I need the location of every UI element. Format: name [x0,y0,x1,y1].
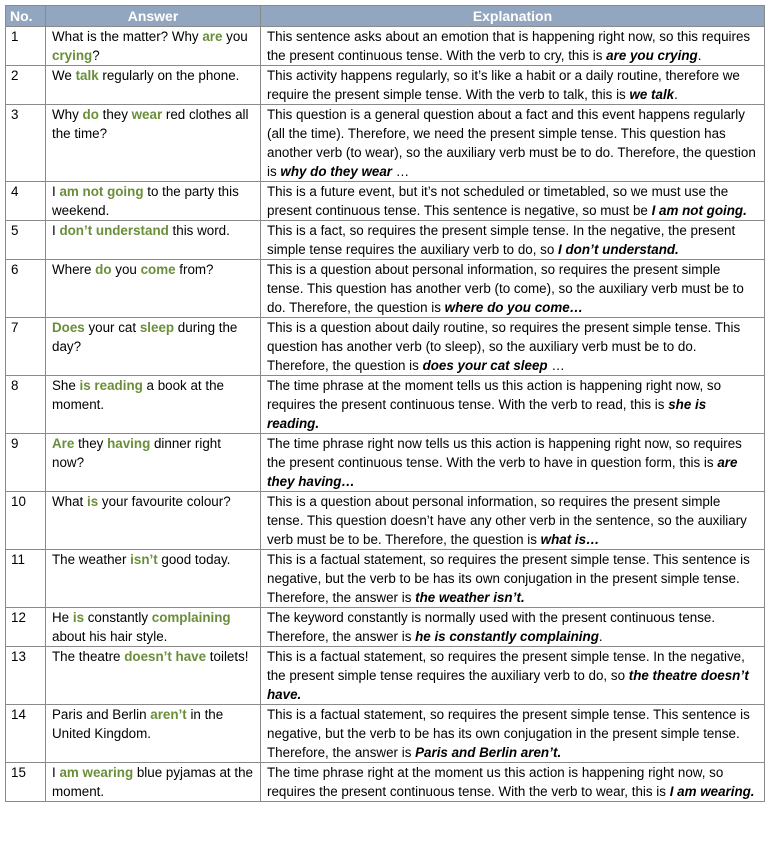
row-number: 15 [6,763,46,802]
answer-cell [46,763,261,802]
table-row [6,318,765,376]
highlighted-verb: Does [52,320,85,335]
text-segment: you [111,262,141,277]
text-segment: Why [52,107,83,122]
text-segment: they [74,436,108,451]
highlighted-verb: don’t understand [59,223,169,238]
header-answer: Answer [46,6,261,27]
text-segment: The time phrase at the moment tells us this action is happening right now, so requires the present continuous tense. With the verb to read, this is [267,378,722,412]
explanation-cell [261,492,765,550]
table-row [6,434,765,492]
answer-cell [46,221,261,260]
answer-phrase: Paris and Berlin aren’t. [415,745,562,760]
text-segment: this word. [168,223,230,238]
text-segment: your cat [84,320,140,335]
row-number: 8 [6,376,46,434]
text-segment: The keyword constantly is normally used with the present continuous tense. Therefore, the answer is [267,610,716,644]
table-row [6,27,765,66]
row-number: 12 [6,608,46,647]
text-segment: ? [92,48,100,63]
text-segment: . [674,87,678,102]
row-number: 2 [6,66,46,105]
answer-phrase: are you crying [606,48,698,63]
text-segment: The time phrase right now tells us this action is happening right now, so requires the present continuous tense. With the verb to have in question form, this is [267,436,742,470]
explanation-cell [261,434,765,492]
answer-cell [46,647,261,705]
text-segment: Where [52,262,96,277]
text-segment: This is a factual statement, so requires the present simple tense. In the negative, the present simple tense requires the auxiliary verb to do, so [267,649,745,683]
highlighted-verb: am not going [59,184,144,199]
text-segment: This is a future event, but it’s not scheduled or timetabled, so we must use the present continuous tense. This sentence is negative, so must be [267,184,729,218]
answer-phrase: he is constantly complaining [415,629,599,644]
table-row [6,66,765,105]
text-segment: toilets! [206,649,249,664]
text-segment: He [52,610,73,625]
text-segment: I [52,765,60,780]
explanation-cell [261,27,765,66]
highlighted-verb: aren’t [150,707,187,722]
answer-cell [46,27,261,66]
text-segment: your favourite colour? [98,494,231,509]
text-segment: constantly [84,610,152,625]
text-segment: What [52,494,87,509]
answer-phrase: why do they wear [280,164,393,179]
answer-cell [46,182,261,221]
answer-cell [46,376,261,434]
table-row [6,105,765,182]
row-number: 4 [6,182,46,221]
row-number: 5 [6,221,46,260]
table-row [6,647,765,705]
header-row [6,6,765,27]
text-segment: dinner right now? [52,436,221,470]
text-segment: they [98,107,132,122]
answer-cell [46,318,261,376]
text-segment: … [547,358,565,373]
highlighted-verb: wear [131,107,163,122]
text-segment: This is a factual statement, so requires the present simple tense. This sentence is negative, but the verb to be has its own conjugation in the present simple tense. Therefore, the answer is [267,707,750,760]
text-segment: The weather [52,552,131,567]
explanation-cell [261,66,765,105]
highlighted-verb: talk [75,68,99,83]
table-body [6,27,765,802]
table-row [6,763,765,802]
explanation-cell [261,705,765,763]
highlighted-verb: having [107,436,151,451]
explanation-cell [261,763,765,802]
text-segment: a book at the moment. [52,378,224,412]
highlighted-verb: do [82,107,99,122]
answer-cell [46,105,261,182]
row-number: 11 [6,550,46,608]
answer-cell [46,434,261,492]
text-segment: . [598,629,603,644]
header-no: No. [6,6,46,27]
explanation-cell [261,105,765,182]
highlighted-verb: isn’t [130,552,158,567]
text-segment: I [52,223,60,238]
text-segment: you [222,29,248,44]
answer-phrase: I don’t understand. [558,242,679,257]
text-segment: This activity happens regularly, so it’s like a habit or a daily routine, therefore we require the present simple tense. With the verb to talk, this is [267,68,740,102]
explanation-cell [261,260,765,318]
text-segment: blue pyjamas at the moment. [52,765,253,799]
row-number: 13 [6,647,46,705]
highlighted-verb: doesn’t have [124,649,207,664]
highlighted-verb: Are [52,436,75,451]
text-segment: I [52,184,60,199]
header-explanation: Explanation [261,6,765,27]
table-row [6,260,765,318]
explanation-cell [261,376,765,434]
answer-phrase: the weather isn’t. [415,590,525,605]
highlighted-verb: is [86,494,99,509]
text-segment: good today. [157,552,231,567]
text-segment: She [52,378,80,393]
answer-phrase: I am not going. [651,203,747,218]
answer-phrase: the theatre doesn’t have. [267,668,749,702]
table-row [6,376,765,434]
text-segment: Paris and Berlin [52,707,151,722]
row-number: 7 [6,318,46,376]
text-segment: red clothes all the time? [52,107,249,141]
explanation-cell [261,318,765,376]
text-segment: The time phrase right at the moment us this action is happening right now, so requires the present continuous tense. With the verb to wear, this is [267,765,724,799]
text-segment: We [52,68,76,83]
highlighted-verb: crying [52,48,93,63]
explanation-cell [261,221,765,260]
answer-table [5,5,765,802]
row-number: 1 [6,27,46,66]
text-segment: This is a fact, so requires the present simple tense. In the negative, the present simple tense requires the auxiliary verb to do, so [267,223,736,257]
answer-cell [46,492,261,550]
text-segment: to the party this weekend. [52,184,239,218]
highlighted-verb: complaining [151,610,231,625]
highlighted-verb: sleep [139,320,175,335]
highlighted-verb: come [140,262,176,277]
answer-phrase: I am wearing. [669,784,755,799]
text-segment: from? [175,262,214,277]
text-segment: about his hair style. [52,629,168,644]
table-row [6,705,765,763]
text-segment: . [697,48,702,63]
text-segment: in the United Kingdom. [52,707,224,741]
text-segment: This is a question about daily routine, so requires the present simple tense. This question has another verb (to sleep), so the auxiliary verb must be to do. Therefore, the question is [267,320,741,373]
text-segment: What is the matter? Why [52,29,203,44]
answer-cell [46,66,261,105]
table-row [6,550,765,608]
highlighted-verb: is [72,610,85,625]
row-number: 10 [6,492,46,550]
answer-cell [46,705,261,763]
row-number: 6 [6,260,46,318]
answer-phrase: are they having… [267,455,738,489]
row-number: 14 [6,705,46,763]
table-row [6,221,765,260]
answer-phrase: what is… [540,532,600,547]
answer-cell [46,260,261,318]
text-segment: This is a question about personal information, so requires the present simple tense. This question doesn’t have any other verb in the sentence, so the auxiliary verb must be to be. Therefore, the question is [267,494,747,547]
answer-phrase: we talk [629,87,675,102]
highlighted-verb: are [202,29,223,44]
explanation-cell [261,608,765,647]
row-number: 3 [6,105,46,182]
answer-phrase: she is reading. [267,397,707,431]
text-segment: during the day? [52,320,238,354]
answer-cell [46,550,261,608]
text-segment: regularly on the phone. [98,68,240,83]
text-segment: The theatre [52,649,125,664]
table-row [6,608,765,647]
table-row [6,182,765,221]
explanation-cell [261,647,765,705]
row-number: 9 [6,434,46,492]
answer-phrase: does your cat sleep [422,358,548,373]
table-row [6,492,765,550]
text-segment: This sentence asks about an emotion that is happening right now, so this requires the present continuous tense. With the verb to cry, this is [267,29,751,63]
text-segment: … [392,164,410,179]
answer-cell [46,608,261,647]
highlighted-verb: do [95,262,112,277]
explanation-cell [261,550,765,608]
highlighted-verb: is reading [79,378,143,393]
explanation-cell [261,182,765,221]
text-segment: This is a factual statement, so requires the present simple tense. This sentence is negative, but the verb to be has its own conjugation in the present simple tense. Therefore, the answer is [267,552,750,605]
text-segment: This question is a general question about a fact and this event happens regularly (all the time). Therefore, we need the present simple tense. This question has another verb (to wear), so the auxiliary verb must be to do. Therefore, the question is [267,107,756,179]
highlighted-verb: am wearing [59,765,134,780]
answer-phrase: where do you come… [444,300,584,315]
text-segment: This is a question about personal information, so requires the present simple tense. This question has another verb (to come), so the auxiliary verb must be to do. Therefore, the question is [267,262,744,315]
